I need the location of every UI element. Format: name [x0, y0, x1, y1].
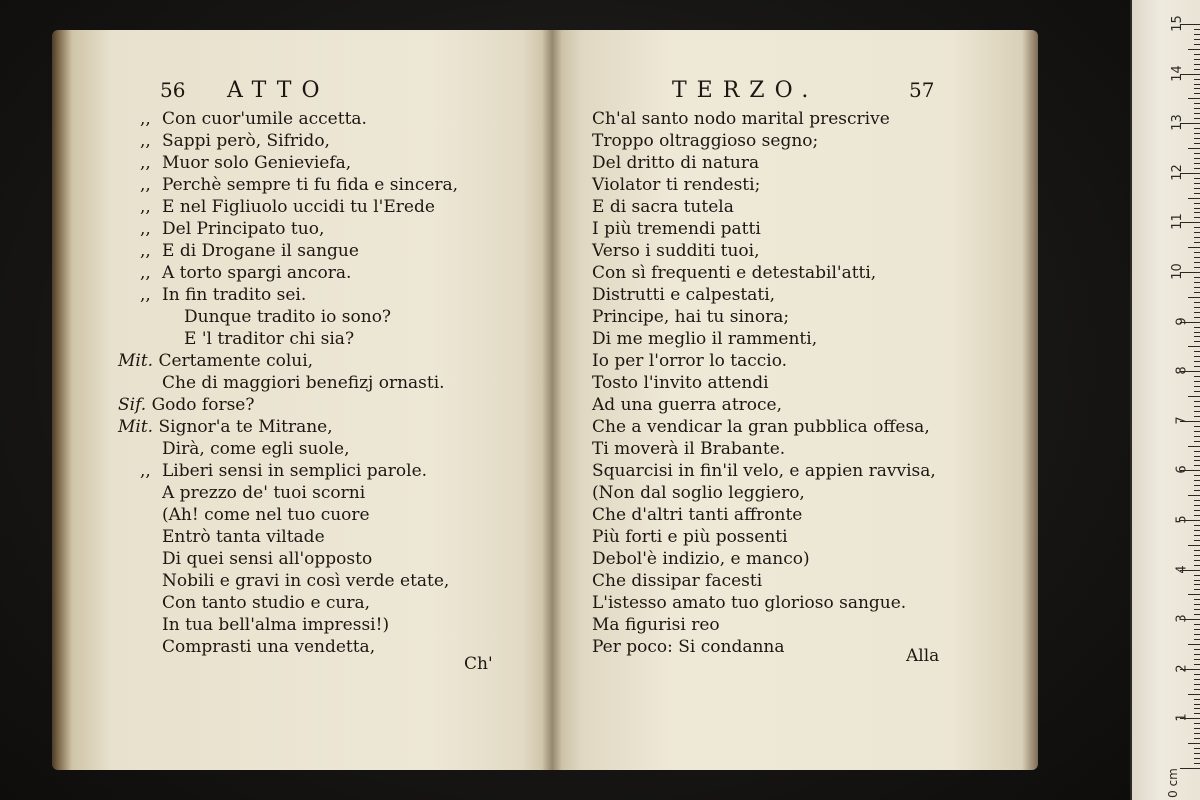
verse-text: Signor'a te Mitrane, [158, 417, 333, 437]
left-text-line [140, 504, 540, 526]
ruler-tick [1194, 728, 1200, 729]
verse-text: Comprasti una vendetta, [162, 637, 376, 657]
right-text-line: E di sacra tutela [592, 197, 734, 217]
quote-mark: ,, [140, 131, 151, 151]
verse-text: E nel Figliuolo uccidi tu l'Erede [162, 197, 435, 217]
ruler-tick [1194, 208, 1200, 209]
ruler-number: 3 [1174, 614, 1190, 623]
right-text-line: Ch'al santo nodo marital prescrive [592, 109, 890, 129]
ruler-tick [1194, 580, 1200, 581]
speaker-label: Sif. [118, 395, 152, 415]
ruler-tick [1194, 530, 1200, 531]
ruler-tick [1188, 495, 1200, 496]
ruler-tick [1194, 336, 1200, 337]
right-text-line: Più forti e più possenti [592, 527, 788, 547]
ruler-tick [1194, 133, 1200, 134]
verse-text: Certamente colui, [158, 351, 314, 371]
ruler-tick [1188, 594, 1200, 595]
left-text-line [140, 152, 540, 174]
verse-text: Muor solo Genieviefa, [162, 153, 352, 173]
ruler-tick [1194, 54, 1200, 55]
ruler-tick [1194, 451, 1200, 452]
ruler-tick [1194, 183, 1200, 184]
ruler-tick [1194, 460, 1200, 461]
quote-mark: ,, [140, 461, 151, 481]
ruler-tick [1194, 267, 1200, 268]
ruler-tick [1194, 262, 1200, 263]
ruler-tick [1188, 247, 1200, 248]
ruler-tick [1194, 317, 1200, 318]
ruler-tick [1194, 29, 1200, 30]
ruler-tick [1188, 98, 1200, 99]
ruler-tick [1194, 758, 1200, 759]
right-page [552, 30, 1038, 770]
ruler-tick [1194, 699, 1200, 700]
ruler-tick [1194, 34, 1200, 35]
ruler-tick [1194, 188, 1200, 189]
ruler-tick [1194, 252, 1200, 253]
ruler-tick [1194, 327, 1200, 328]
left-text-line [118, 350, 540, 372]
ruler-tick [1194, 510, 1200, 511]
right-text-line: L'istesso amato tuo glorioso sangue. [592, 593, 907, 613]
ruler-tick [1194, 39, 1200, 40]
speaker-label: Mit. [118, 351, 159, 371]
right-page-text [592, 108, 1012, 658]
ruler-number: 11 [1170, 213, 1186, 231]
ruler-tick [1194, 277, 1200, 278]
verse-text: E di Drogane il sangue [162, 241, 359, 261]
ruler-tick [1194, 307, 1200, 308]
right-text-line: Del dritto di natura [592, 153, 760, 173]
quote-mark: ,, [140, 197, 151, 217]
ruler-tick [1194, 584, 1200, 585]
left-text-line [140, 438, 540, 460]
ruler-tick [1194, 93, 1200, 94]
ruler-tick [1194, 366, 1200, 367]
ruler-tick [1194, 679, 1200, 680]
ruler-tick [1194, 138, 1200, 139]
ruler-tick [1194, 237, 1200, 238]
verse-text: A torto spargi ancora. [162, 263, 352, 283]
ruler-tick [1194, 713, 1200, 714]
left-text-line [140, 372, 540, 394]
ruler-tick [1194, 59, 1200, 60]
ruler-tick [1194, 540, 1200, 541]
ruler-tick [1194, 217, 1200, 218]
ruler-tick [1194, 356, 1200, 357]
quote-mark: ,, [140, 285, 151, 305]
ruler-tick [1194, 480, 1200, 481]
left-text-line [140, 328, 540, 350]
verse-text: Di quei sensi all'opposto [162, 549, 373, 569]
quote-mark: ,, [140, 241, 151, 261]
ruler-tick [1194, 535, 1200, 536]
verse-text: In tua bell'alma impressi!) [162, 615, 390, 635]
verse-text: Perchè sempre ti fu fida e sincera, [162, 175, 459, 195]
left-text-line [140, 614, 540, 636]
right-text-line: Tosto l'invito attendi [592, 373, 769, 393]
verse-text: Del Principato tuo, [162, 219, 325, 239]
ruler-tick [1194, 351, 1200, 352]
right-running-head: TERZO. [672, 78, 819, 103]
left-text-line [118, 394, 540, 416]
ruler-tick [1194, 64, 1200, 65]
ruler-tick [1194, 282, 1200, 283]
left-text-line [140, 460, 540, 482]
ruler-tick [1194, 441, 1200, 442]
ruler-tick [1188, 694, 1200, 695]
ruler-tick [1194, 555, 1200, 556]
ruler-tick [1194, 163, 1200, 164]
ruler-tick [1194, 118, 1200, 119]
ruler-tick [1188, 446, 1200, 447]
left-running-head: ATTO [227, 78, 330, 103]
verse-text: Entrò tanta viltade [162, 527, 325, 547]
left-text-line [140, 108, 540, 130]
left-text-line [140, 482, 540, 504]
right-text-line: Violator ti rendesti; [592, 175, 761, 195]
left-text-line [140, 548, 540, 570]
verse-text: Con tanto studio e cura, [162, 593, 371, 613]
ruler-tick [1194, 79, 1200, 80]
ruler-tick [1194, 485, 1200, 486]
ruler-tick [1194, 287, 1200, 288]
ruler-tick [1194, 341, 1200, 342]
ruler-tick [1194, 465, 1200, 466]
ruler-tick [1194, 168, 1200, 169]
ruler-tick [1194, 84, 1200, 85]
ruler-tick [1194, 708, 1200, 709]
right-text-line: Che a vendicar la gran pubblica offesa, [592, 417, 930, 437]
right-text-line: Di me meglio il rammenti, [592, 329, 818, 349]
verse-text: Godo forse? [151, 395, 255, 415]
ruler-tick [1194, 292, 1200, 293]
right-text-line: Ti moverà il Brabante. [592, 439, 786, 459]
ruler-tick [1194, 500, 1200, 501]
ruler-tick [1194, 332, 1200, 333]
left-text-line [140, 262, 540, 284]
ruler-tick [1194, 381, 1200, 382]
ruler-tick [1194, 128, 1200, 129]
ruler-tick [1194, 376, 1200, 377]
ruler-tick [1194, 232, 1200, 233]
verse-text: Dirà, come egli suole, [162, 439, 350, 459]
ruler-tick [1194, 525, 1200, 526]
ruler-tick [1194, 659, 1200, 660]
ruler-tick [1194, 193, 1200, 194]
ruler-tick [1194, 738, 1200, 739]
ruler-tick [1194, 599, 1200, 600]
speaker-label: Mit. [118, 417, 159, 437]
ruler-tick [1194, 748, 1200, 749]
ruler-tick [1194, 614, 1200, 615]
book-gutter [542, 30, 562, 770]
ruler-tick [1194, 242, 1200, 243]
ruler-tick [1194, 312, 1200, 313]
verse-text: Liberi sensi in semplici parole. [162, 461, 428, 481]
right-text-line: Io per l'orror lo taccio. [592, 351, 788, 371]
verse-text: Dunque tradito io sono? [184, 307, 392, 327]
right-text-line: Verso i sudditi tuoi, [592, 241, 760, 261]
quote-mark: ,, [140, 263, 151, 283]
ruler-number: 8 [1174, 366, 1190, 375]
ruler-tick [1194, 302, 1200, 303]
ruler-tick [1188, 198, 1200, 199]
ruler-tick [1188, 148, 1200, 149]
verse-text: Sappi però, Sifrido, [162, 131, 330, 151]
ruler-tick [1194, 69, 1200, 70]
right-text-line: Ma figurisi reo [592, 615, 720, 635]
ruler-tick [1188, 743, 1200, 744]
ruler-tick [1194, 391, 1200, 392]
right-text-line: Debol'è indizio, e manco) [592, 549, 810, 569]
ruler-number: 14 [1170, 64, 1186, 82]
quote-mark: ,, [140, 175, 151, 195]
ruler-tick [1194, 44, 1200, 45]
right-page-number: 57 [909, 78, 935, 102]
ruler-tick [1194, 634, 1200, 635]
right-text-line: Troppo oltraggioso segno; [592, 131, 819, 151]
ruler-tick [1194, 257, 1200, 258]
ruler-tick [1194, 411, 1200, 412]
ruler-tick [1194, 158, 1200, 159]
right-text-line: Per poco: Si condanna [592, 637, 785, 657]
ruler-tick [1194, 361, 1200, 362]
ruler-number: 9 [1174, 316, 1190, 326]
ruler-tick [1194, 386, 1200, 387]
ruler-tick [1194, 416, 1200, 417]
verse-text: (Ah! come nel tuo cuore [162, 505, 370, 525]
ruler-tick [1194, 604, 1200, 605]
left-text-line [140, 218, 540, 240]
ruler-tick [1194, 674, 1200, 675]
left-catchword: Ch' [464, 654, 493, 674]
ruler-tick [1194, 624, 1200, 625]
ruler-tick [1194, 401, 1200, 402]
ruler-tick [1194, 560, 1200, 561]
quote-mark: ,, [140, 109, 151, 129]
ruler-tick [1194, 227, 1200, 228]
left-text-line [140, 174, 540, 196]
ruler-number: 6 [1174, 465, 1190, 475]
ruler-number: 15 [1170, 15, 1186, 32]
left-text-line [140, 570, 540, 592]
ruler-tick [1194, 753, 1200, 754]
left-text-line [140, 306, 540, 328]
ruler-tick [1194, 639, 1200, 640]
ruler-tick [1194, 456, 1200, 457]
left-text-line [140, 592, 540, 614]
left-page [52, 30, 552, 770]
ruler-tick [1194, 763, 1200, 764]
ruler-tick [1194, 689, 1200, 690]
ruler-tick [1194, 490, 1200, 491]
ruler-tick [1194, 153, 1200, 154]
ruler-tick [1194, 565, 1200, 566]
ruler-number: 4 [1174, 564, 1190, 574]
ruler-number: 1 [1174, 713, 1190, 723]
left-text-line [118, 416, 540, 438]
ruler-tick [1194, 733, 1200, 734]
ruler-tick [1194, 203, 1200, 204]
right-text-line: Distrutti e calpestati, [592, 285, 776, 305]
verse-text: Nobili e gravi in così verde etate, [162, 571, 450, 591]
right-text-line: Che d'altri tanti affronte [592, 505, 803, 525]
left-text-line [140, 196, 540, 218]
ruler-tick [1194, 436, 1200, 437]
ruler-tick [1180, 768, 1200, 769]
ruler-tick [1194, 103, 1200, 104]
ruler-tick [1194, 113, 1200, 114]
ruler-tick [1194, 589, 1200, 590]
ruler-tick [1194, 143, 1200, 144]
ruler-tick [1188, 396, 1200, 397]
ruler-tick [1194, 426, 1200, 427]
ruler-tick [1194, 108, 1200, 109]
ruler-tick [1194, 664, 1200, 665]
quote-mark: ,, [140, 153, 151, 173]
right-text-line: Principe, hai tu sinora; [592, 307, 790, 327]
ruler-tick [1194, 212, 1200, 213]
left-page-number: 56 [160, 78, 186, 102]
right-text-line: Ad una guerra atroce, [592, 395, 782, 415]
ruler-tick [1188, 644, 1200, 645]
ruler-tick [1194, 629, 1200, 630]
measuring-ruler [1130, 0, 1200, 800]
ruler-number: 5 [1174, 515, 1190, 524]
verse-text: Con cuor'umile accetta. [162, 109, 367, 129]
ruler-tick [1194, 178, 1200, 179]
ruler-number: 13 [1170, 114, 1186, 131]
ruler-tick [1194, 704, 1200, 705]
right-catchword: Alla [906, 646, 940, 666]
verse-text: Che di maggiori benefizj ornasti. [162, 373, 445, 393]
verse-text: A prezzo de' tuoi scorni [162, 483, 366, 503]
ruler-number: 10 [1170, 263, 1186, 280]
left-text-line [140, 130, 540, 152]
ruler-number: 7 [1174, 416, 1190, 425]
right-text-line: (Non dal soglio leggiero, [592, 483, 805, 503]
ruler-tick [1188, 346, 1200, 347]
ruler-unit-label: 0 cm [1166, 768, 1181, 798]
ruler-tick [1194, 609, 1200, 610]
ruler-tick [1194, 88, 1200, 89]
right-text-line: I più tremendi patti [592, 219, 761, 239]
left-text-line [140, 284, 540, 306]
left-text-line [140, 240, 540, 262]
right-text-line: Con sì frequenti e detestabil'atti, [592, 263, 877, 283]
ruler-tick [1194, 649, 1200, 650]
right-text-line: Che dissipar facesti [592, 571, 763, 591]
ruler-tick [1194, 431, 1200, 432]
quote-mark: ,, [140, 219, 151, 239]
ruler-tick [1194, 505, 1200, 506]
verse-text: In fin tradito sei. [162, 285, 307, 305]
ruler-tick [1194, 723, 1200, 724]
ruler-tick [1194, 575, 1200, 576]
ruler-tick [1194, 406, 1200, 407]
ruler-tick [1188, 545, 1200, 546]
ruler-number: 12 [1170, 164, 1186, 181]
ruler-tick [1194, 475, 1200, 476]
open-book [52, 30, 1038, 770]
ruler-number: 2 [1174, 664, 1190, 673]
ruler-tick [1194, 550, 1200, 551]
left-text-line [140, 526, 540, 548]
ruler-tick [1188, 297, 1200, 298]
ruler-tick [1194, 654, 1200, 655]
right-text-line: Squarcisi in fin'il velo, e appien ravvisa, [592, 461, 936, 481]
ruler-tick [1188, 49, 1200, 50]
ruler-tick [1194, 684, 1200, 685]
verse-text: E 'l traditor chi sia? [184, 329, 355, 349]
left-page-text [118, 108, 540, 658]
ruler-tick [1194, 515, 1200, 516]
